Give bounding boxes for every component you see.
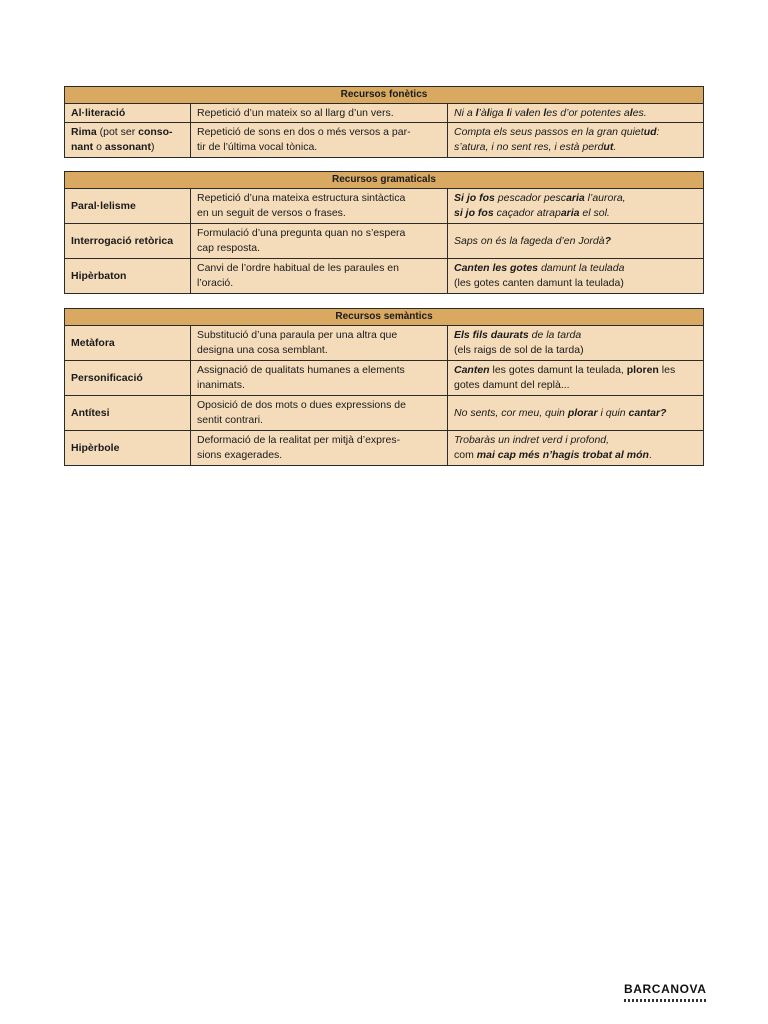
table-recursos-gramaticals <box>64 171 704 294</box>
resource-name: Antítesi <box>65 396 191 430</box>
resource-example: Els fils daurats de la tarda (els raigs de sol de la tarda) <box>454 329 584 356</box>
table-row <box>65 224 703 259</box>
resource-name: Paral·lelisme <box>65 189 191 223</box>
resource-definition: Formulació d’una pregunta quan no s’espera cap resposta. <box>191 224 448 258</box>
publisher-logo <box>624 980 706 1000</box>
table-row <box>65 361 703 396</box>
resource-example: Ni a l’àliga li valen les d’or potentes ales. <box>454 106 647 119</box>
resource-name: Interrogació retòrica <box>65 224 191 258</box>
resource-definition: Repetició d’un mateix so al llarg d’un vers. <box>191 104 448 122</box>
resource-example: Canten les gotes damunt la teulada (les gotes canten damunt la teulada) <box>454 262 625 289</box>
table-row <box>65 396 703 431</box>
table-title: Recursos gramaticals <box>65 172 703 189</box>
table-row <box>65 123 703 157</box>
resource-name: Personificació <box>65 361 191 395</box>
table-recursos-fonetics <box>64 86 704 158</box>
table-row <box>65 326 703 361</box>
resource-definition: Substitució d’una paraula per una altra que designa una cosa semblant. <box>191 326 448 360</box>
resource-name: Al·literació <box>65 104 191 122</box>
resource-example: Si jo fos pescador pescaria l’aurora, si jo fos caçador atraparia el sol. <box>454 192 626 219</box>
resource-example: Saps on és la fageda d’en Jordà? <box>454 234 612 247</box>
table-row <box>65 259 703 293</box>
table-recursos-semantics <box>64 308 704 466</box>
resource-example: No sents, cor meu, quin plorar i quin cantar? <box>454 406 667 419</box>
resource-name: Hipèrbaton <box>65 259 191 293</box>
resource-example: Canten les gotes damunt la teulada, ploren les gotes damunt del replà... <box>454 364 676 391</box>
resource-definition: Deformació de la realitat per mitjà d’expres- sions exagerades. <box>191 431 448 465</box>
logo-underline <box>624 999 706 1002</box>
resource-definition: Repetició d’una mateixa estructura sintàctica en un seguit de versos o frases. <box>191 189 448 223</box>
resource-name: Hipèrbole <box>65 431 191 465</box>
resource-definition: Canvi de l’ordre habitual de les paraules en l’oració. <box>191 259 448 293</box>
resource-definition: Oposició de dos mots o dues expressions de sentit contrari. <box>191 396 448 430</box>
resource-example: Compta els seus passos en la gran quietud: s’atura, i no sent res, i està perdut. <box>454 126 660 153</box>
resource-name: Metàfora <box>65 326 191 360</box>
table-title: Recursos semàntics <box>65 309 703 326</box>
resource-definition: Assignació de qualitats humanes a elements inanimats. <box>191 361 448 395</box>
resource-name: Rima (pot ser conso- nant o assonant) <box>65 123 191 157</box>
table-title: Recursos fonètics <box>65 87 703 104</box>
logo-text: BARCANOVA <box>624 982 707 996</box>
table-row <box>65 431 703 465</box>
table-row <box>65 189 703 224</box>
resource-example: Trobaràs un indret verd i profond, com mai cap més n’hagis trobat al món. <box>454 434 652 461</box>
table-row <box>65 104 703 123</box>
resource-definition: Repetició de sons en dos o més versos a par- tir de l’última vocal tònica. <box>191 123 448 157</box>
